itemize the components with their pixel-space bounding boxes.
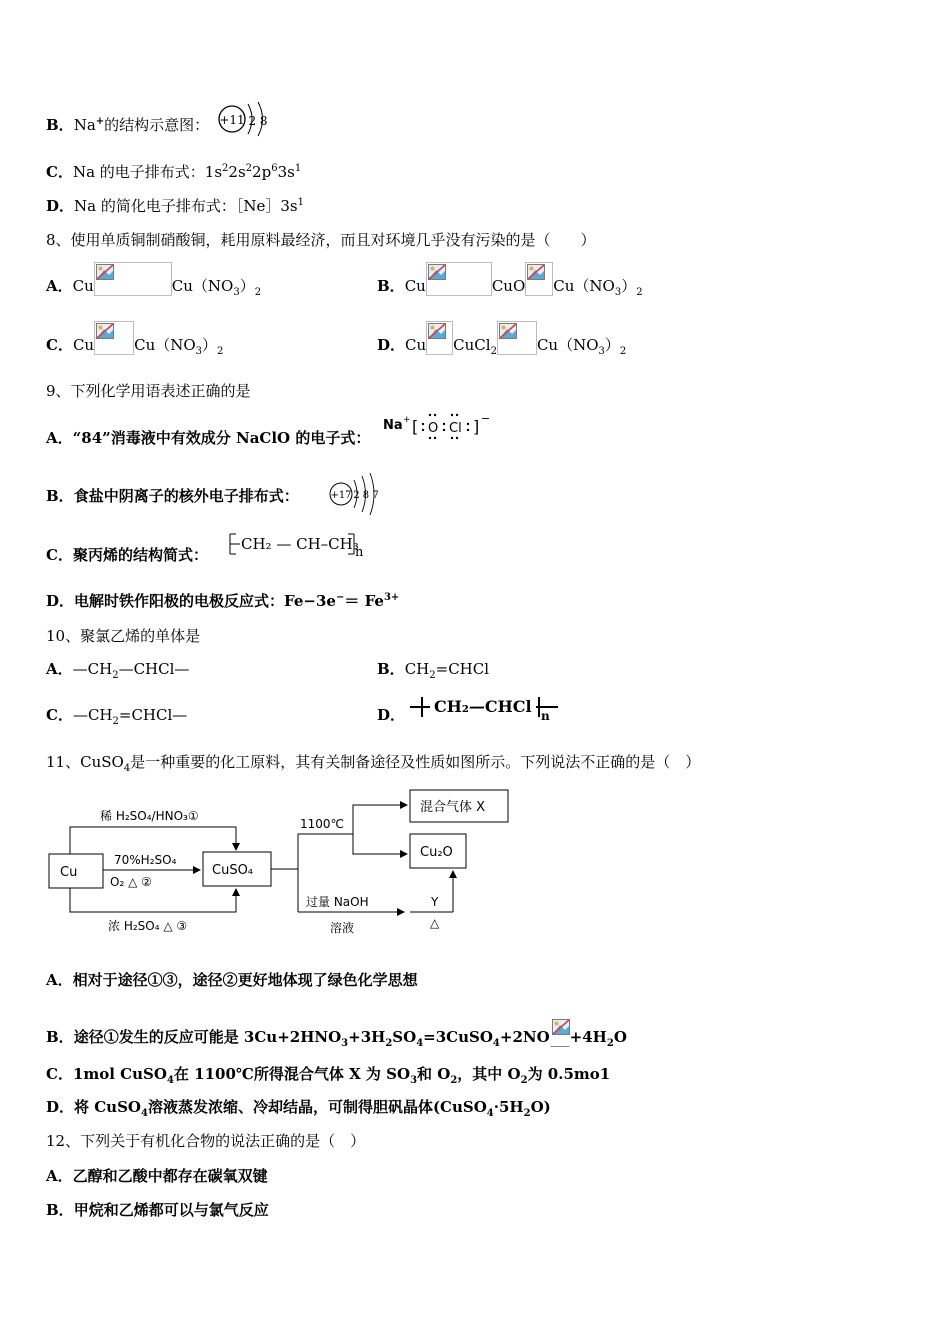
missing-image-icon <box>426 321 453 355</box>
svg-text:+17: +17 <box>330 490 352 501</box>
svg-text:稀 H₂SO₄/HNO₃①: 稀 H₂SO₄/HNO₃① <box>100 809 199 823</box>
q11-option-b[interactable]: B．途径①发生的反应可能是 $3Cu+2HNO_3+3H_2SO_4=3CuSO_4+2NO$ $+4H_2O$ <box>46 1017 627 1047</box>
svg-text:2 8 7: 2 8 7 <box>353 490 379 501</box>
q10-option-a[interactable]: A．$—CH_2—CHCl—$ <box>46 660 190 681</box>
missing-image-icon <box>94 262 172 296</box>
svg-text:Y: Y <box>431 895 439 909</box>
q7-option-d: D．Na 的简化电子排布式：$[Ne]3s^1$ <box>46 197 304 215</box>
polypropylene-structure <box>224 528 374 562</box>
svg-text:O₂ △ ②: O₂ △ ② <box>110 875 152 889</box>
svg-text:CH₂—CHCl: CH₂—CHCl <box>434 697 532 716</box>
missing-image-icon <box>94 321 134 355</box>
q11-option-c[interactable]: C．1mol CuSO$_4$在 1100℃所得混合气体 X 为 $SO_3$和 $O_2$，其中 $O_2$为 0.5mo1 <box>46 1065 611 1086</box>
missing-image-icon <box>497 321 537 355</box>
q10-stem: 10、聚氯乙烯的单体是 <box>46 627 201 645</box>
q10-option-b[interactable]: B．$CH_2=CHCl$ <box>377 660 490 681</box>
svg-text:浓 H₂SO₄ △ ③: 浓 H₂SO₄ △ ③ <box>108 919 188 933</box>
q11-option-a[interactable]: A．相对于途径①③，途径②更好地体现了绿色化学思想 <box>46 971 418 989</box>
q7-option-c: C．Na 的电子排布式：$1s^22s^22p^63s^1$ <box>46 163 302 181</box>
q12-option-a[interactable]: A．乙醇和乙酸中都存在碳氧双键 <box>46 1167 268 1185</box>
q8-option-c[interactable]: C．Cu $Cu(NO_3)_2$ <box>46 321 223 355</box>
q8-stem: 8、使用单质铜制硝酸铜，耗用原料最经济，而且对环境几乎没有污染的是（ ） <box>46 231 596 249</box>
svg-text:CuSO₄: CuSO₄ <box>212 863 254 878</box>
q7-option-b: B．Na+的结构示意图： <box>46 116 210 134</box>
polyvinyl-chloride-structure <box>408 694 560 724</box>
q9-option-a[interactable]: A．“84”消毒液中有效成分 NaClO 的电子式： <box>46 429 371 447</box>
svg-text:O: O <box>428 421 439 436</box>
svg-text:溶液: 溶液 <box>330 921 355 935</box>
na-ion-structure-diagram <box>215 98 275 140</box>
cuso4-preparation-diagram <box>40 782 520 942</box>
svg-text:]: ] <box>473 417 480 436</box>
svg-text:+: + <box>403 415 411 425</box>
svg-text:Cu₂O: Cu₂O <box>420 845 453 860</box>
svg-text:n: n <box>541 709 550 723</box>
q12-option-b[interactable]: B．甲烷和乙烯都可以与氯气反应 <box>46 1201 269 1219</box>
q11-option-d[interactable]: D．将 CuSO$_4$溶液蒸发浓缩、冷却结晶，可制得胆矾晶体$(CuSO_4\cdot 5H_2O)$ <box>46 1098 551 1119</box>
q11-stem: 11、CuSO$_4$是一种重要的化工原料，其有关制备途径及性质如图所示。下列说法不正确的是（ ） <box>46 753 701 774</box>
svg-text:混合气体 X: 混合气体 X <box>420 800 486 815</box>
svg-text:CH₂ — CH–CH₃: CH₂ — CH–CH₃ <box>241 535 359 553</box>
q8-option-d[interactable]: D．Cu CuCl$_2$ $Cu(NO_3)_2$ <box>377 321 626 355</box>
missing-image-icon <box>525 262 553 296</box>
q9-option-c[interactable]: C．聚丙烯的结构简式： <box>46 546 208 564</box>
shell-electrons-label: 2 8 <box>248 114 268 128</box>
q10-option-c[interactable]: C．$—CH_2=CHCl—$ <box>46 706 188 727</box>
svg-text:−: − <box>481 412 491 425</box>
missing-image-icon <box>550 1017 570 1047</box>
nucleus-label: +11 <box>219 113 245 127</box>
svg-text:Na: Na <box>383 418 403 433</box>
svg-text:n: n <box>355 545 364 560</box>
q10-option-d[interactable]: D． <box>377 706 406 724</box>
q8-option-b[interactable]: B．Cu CuO $Cu(NO_3)_2$ <box>377 262 643 296</box>
q12-stem: 12、下列关于有机化合物的说法正确的是（ ） <box>46 1132 366 1150</box>
missing-image-icon <box>426 262 492 296</box>
q9-option-d[interactable]: D．电解时铁作阳极的电极反应式：$Fe-3e^-= Fe^{3+}$ <box>46 592 400 610</box>
svg-text:70%H₂SO₄: 70%H₂SO₄ <box>114 853 177 867</box>
q8-option-a[interactable]: A．Cu $Cu(NO_3)_2$ <box>46 262 261 296</box>
svg-text:[: [ <box>412 417 419 436</box>
svg-text:1100℃: 1100℃ <box>300 817 345 831</box>
svg-text:△: △ <box>430 916 440 930</box>
q9-option-b[interactable]: B．食盐中阴离子的核外电子排布式： <box>46 487 299 505</box>
q9-stem: 9、下列化学用语表述正确的是 <box>46 382 251 400</box>
svg-text:过量 NaOH: 过量 NaOH <box>306 895 369 909</box>
svg-text:Cl: Cl <box>449 421 462 436</box>
naclo-electron-formula <box>381 412 496 444</box>
chloride-ion-structure-diagram <box>327 470 387 516</box>
svg-text:Cu: Cu <box>60 865 78 880</box>
